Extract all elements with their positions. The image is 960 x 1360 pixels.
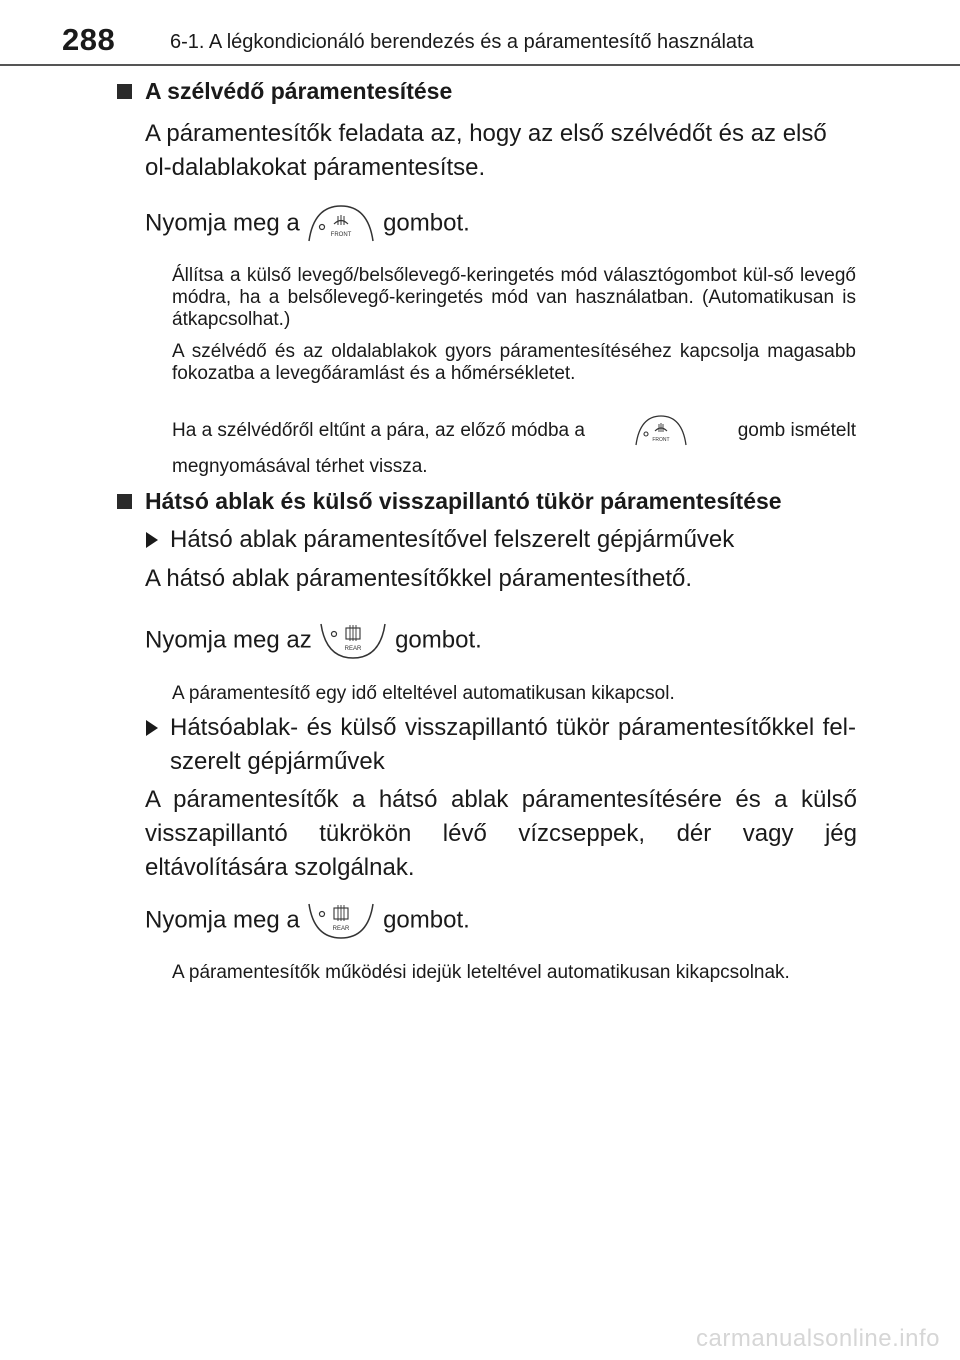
press-text-after: gombot. — [383, 906, 470, 934]
sub2-text: A páramentesítők a hátsó ablak páramentesítésére és a külső visszapillantó tükrökön lévő vízcseppek, dér vagy jég eltávolítására szolgálnak. — [145, 786, 857, 881]
chapter-title: 6-1. A légkondicionáló berendezés és a páramentesítő használata — [170, 31, 754, 53]
windshield-note-1: Állítsa a külső levegő/belsőlevegő-keringetés mód választógombot kül-ső levegő módra, ha a belsőlevegő-keringetés mód van használatban. (Automatikusan is átkapcsolhat.) — [172, 265, 856, 330]
subsection-triangle-bullet — [146, 532, 158, 548]
front-button-label: FRONT — [331, 232, 352, 238]
header-rule — [0, 64, 960, 66]
press-text-after: gombot. — [383, 209, 470, 237]
sub1-text: A hátsó ablak páramentesítőkkel páramentesíthető. — [145, 565, 692, 592]
rear-button-label: REAR — [333, 926, 350, 932]
windshield-note-3-cont: megnyomásával térhet vissza. — [172, 456, 428, 477]
subsection-triangle-bullet — [146, 720, 158, 736]
rear-defogger-button-icon — [306, 900, 376, 942]
sub2-press-line — [145, 900, 857, 942]
sub1-note: A páramentesítő egy idő elteltével automatikusan kikapcsol. — [172, 683, 675, 704]
section-bullet-square — [117, 84, 132, 99]
sub2-note: A páramentesítők működési idejük leteltével automatikusan kikapcsolnak. — [172, 962, 790, 983]
section-bullet-square — [117, 494, 132, 509]
press-text-before: Nyomja meg a — [145, 906, 300, 934]
sub2-title: Hátsóablak- és külső visszapillantó tükör páramentesítőkkel fel-szerelt gépjárművek — [170, 714, 856, 775]
press-text-after: gombot. — [395, 626, 482, 654]
sub1-title: Hátsó ablak páramentesítővel felszerelt gépjárművek — [170, 526, 735, 553]
front-button-label-small: FRONT — [652, 437, 670, 443]
section-title-windshield: A szélvédő páramentesítése — [145, 78, 453, 104]
windshield-press-line — [145, 203, 857, 245]
windshield-intro: A páramentesítők feladata az, hogy az első szélvédőt és az első ol-dalablakokat páramentesítse. — [145, 120, 827, 181]
windshield-note-3 — [172, 414, 856, 448]
press-text-before: Nyomja meg a — [145, 209, 300, 237]
press-text-before: Nyomja meg az — [145, 626, 312, 654]
front-defogger-button-icon — [306, 203, 376, 245]
rear-button-label: REAR — [345, 646, 362, 652]
note3-before: Ha a szélvédőről eltűnt a pára, az előző módba a — [172, 420, 585, 441]
front-defogger-button-icon-small — [634, 414, 688, 448]
sub1-press-line — [145, 620, 857, 662]
page-header — [0, 0, 960, 70]
watermark: carmanualsonline.info — [696, 1325, 940, 1352]
page-number: 288 — [62, 22, 116, 57]
section-title-rear: Hátsó ablak és külső visszapillantó tükör páramentesítése — [145, 488, 782, 514]
note3-after: gomb ismételt — [737, 420, 856, 441]
rear-defogger-button-icon — [318, 620, 388, 662]
windshield-note-2: A szélvédő és az oldalablakok gyors páramentesítéséhez kapcsolja magasabb fokozatba a levegőáramlást és a hőmérsékletet. — [172, 341, 856, 384]
